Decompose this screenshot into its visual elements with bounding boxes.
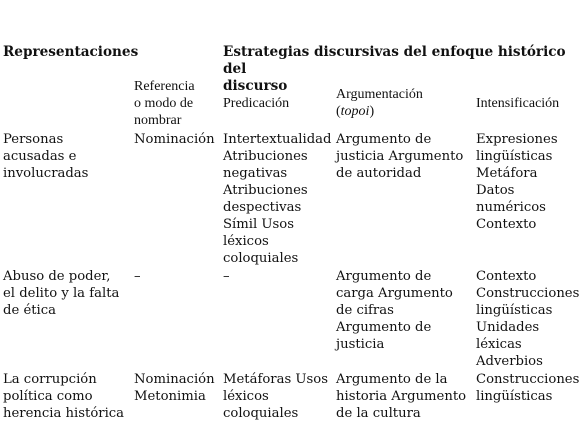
row-1-argumentacion: Argumento de justicia Argumento de autoridad	[336, 132, 464, 181]
row-3-intensificacion: Construcciones lingüísticas	[476, 372, 580, 404]
row-2-predicacion: –	[223, 269, 230, 284]
row-1-referencia: Nominación	[134, 132, 215, 147]
row-3-referencia: Nominación Metonimia	[134, 372, 215, 404]
header-estrategias: Estrategias discursivas del enfoque histórico del discurso	[223, 44, 566, 94]
row-3-predicacion: Metáforas Usos léxicos coloquiales	[223, 372, 329, 421]
row-2-representacion: Abuso de poder, el delito y la falta de ética	[3, 269, 120, 318]
row-3-argumentacion: Argumento de la historia Argumento de la cultura	[336, 372, 467, 421]
row-2-referencia: –	[134, 269, 141, 284]
subheader-intensificacion: Intensificación	[476, 96, 560, 111]
subheader-argumentacion: Argumentación (topoi)	[336, 87, 423, 119]
row-1-intensificacion: Expresiones lingüísticas Metáfora Datos numéricos Contexto	[476, 132, 558, 232]
header-representaciones: Representaciones	[3, 44, 139, 60]
row-2-argumentacion: Argumento de carga Argumento de cifras Argumento de justicia	[336, 269, 453, 352]
argumentacion-label: Argumentación	[336, 87, 423, 102]
row-2-intensificacion: Contexto Construcciones lingüísticas Unidades léxicas Adverbios	[476, 269, 580, 369]
subheader-referencia: Referencia o modo de nombrar	[134, 79, 195, 128]
topoi-label: topoi	[340, 104, 370, 119]
row-1-predicacion: Intertextualidad Atribuciones negativas Atribuciones despectivas Símil Usos léxicos coloquiales	[223, 132, 332, 266]
row-3-representacion: La corrupción política como herencia histórica	[3, 372, 125, 421]
subheader-predicacion: Predicación	[223, 96, 290, 111]
row-1-representacion: Personas acusadas e involucradas	[3, 132, 89, 181]
